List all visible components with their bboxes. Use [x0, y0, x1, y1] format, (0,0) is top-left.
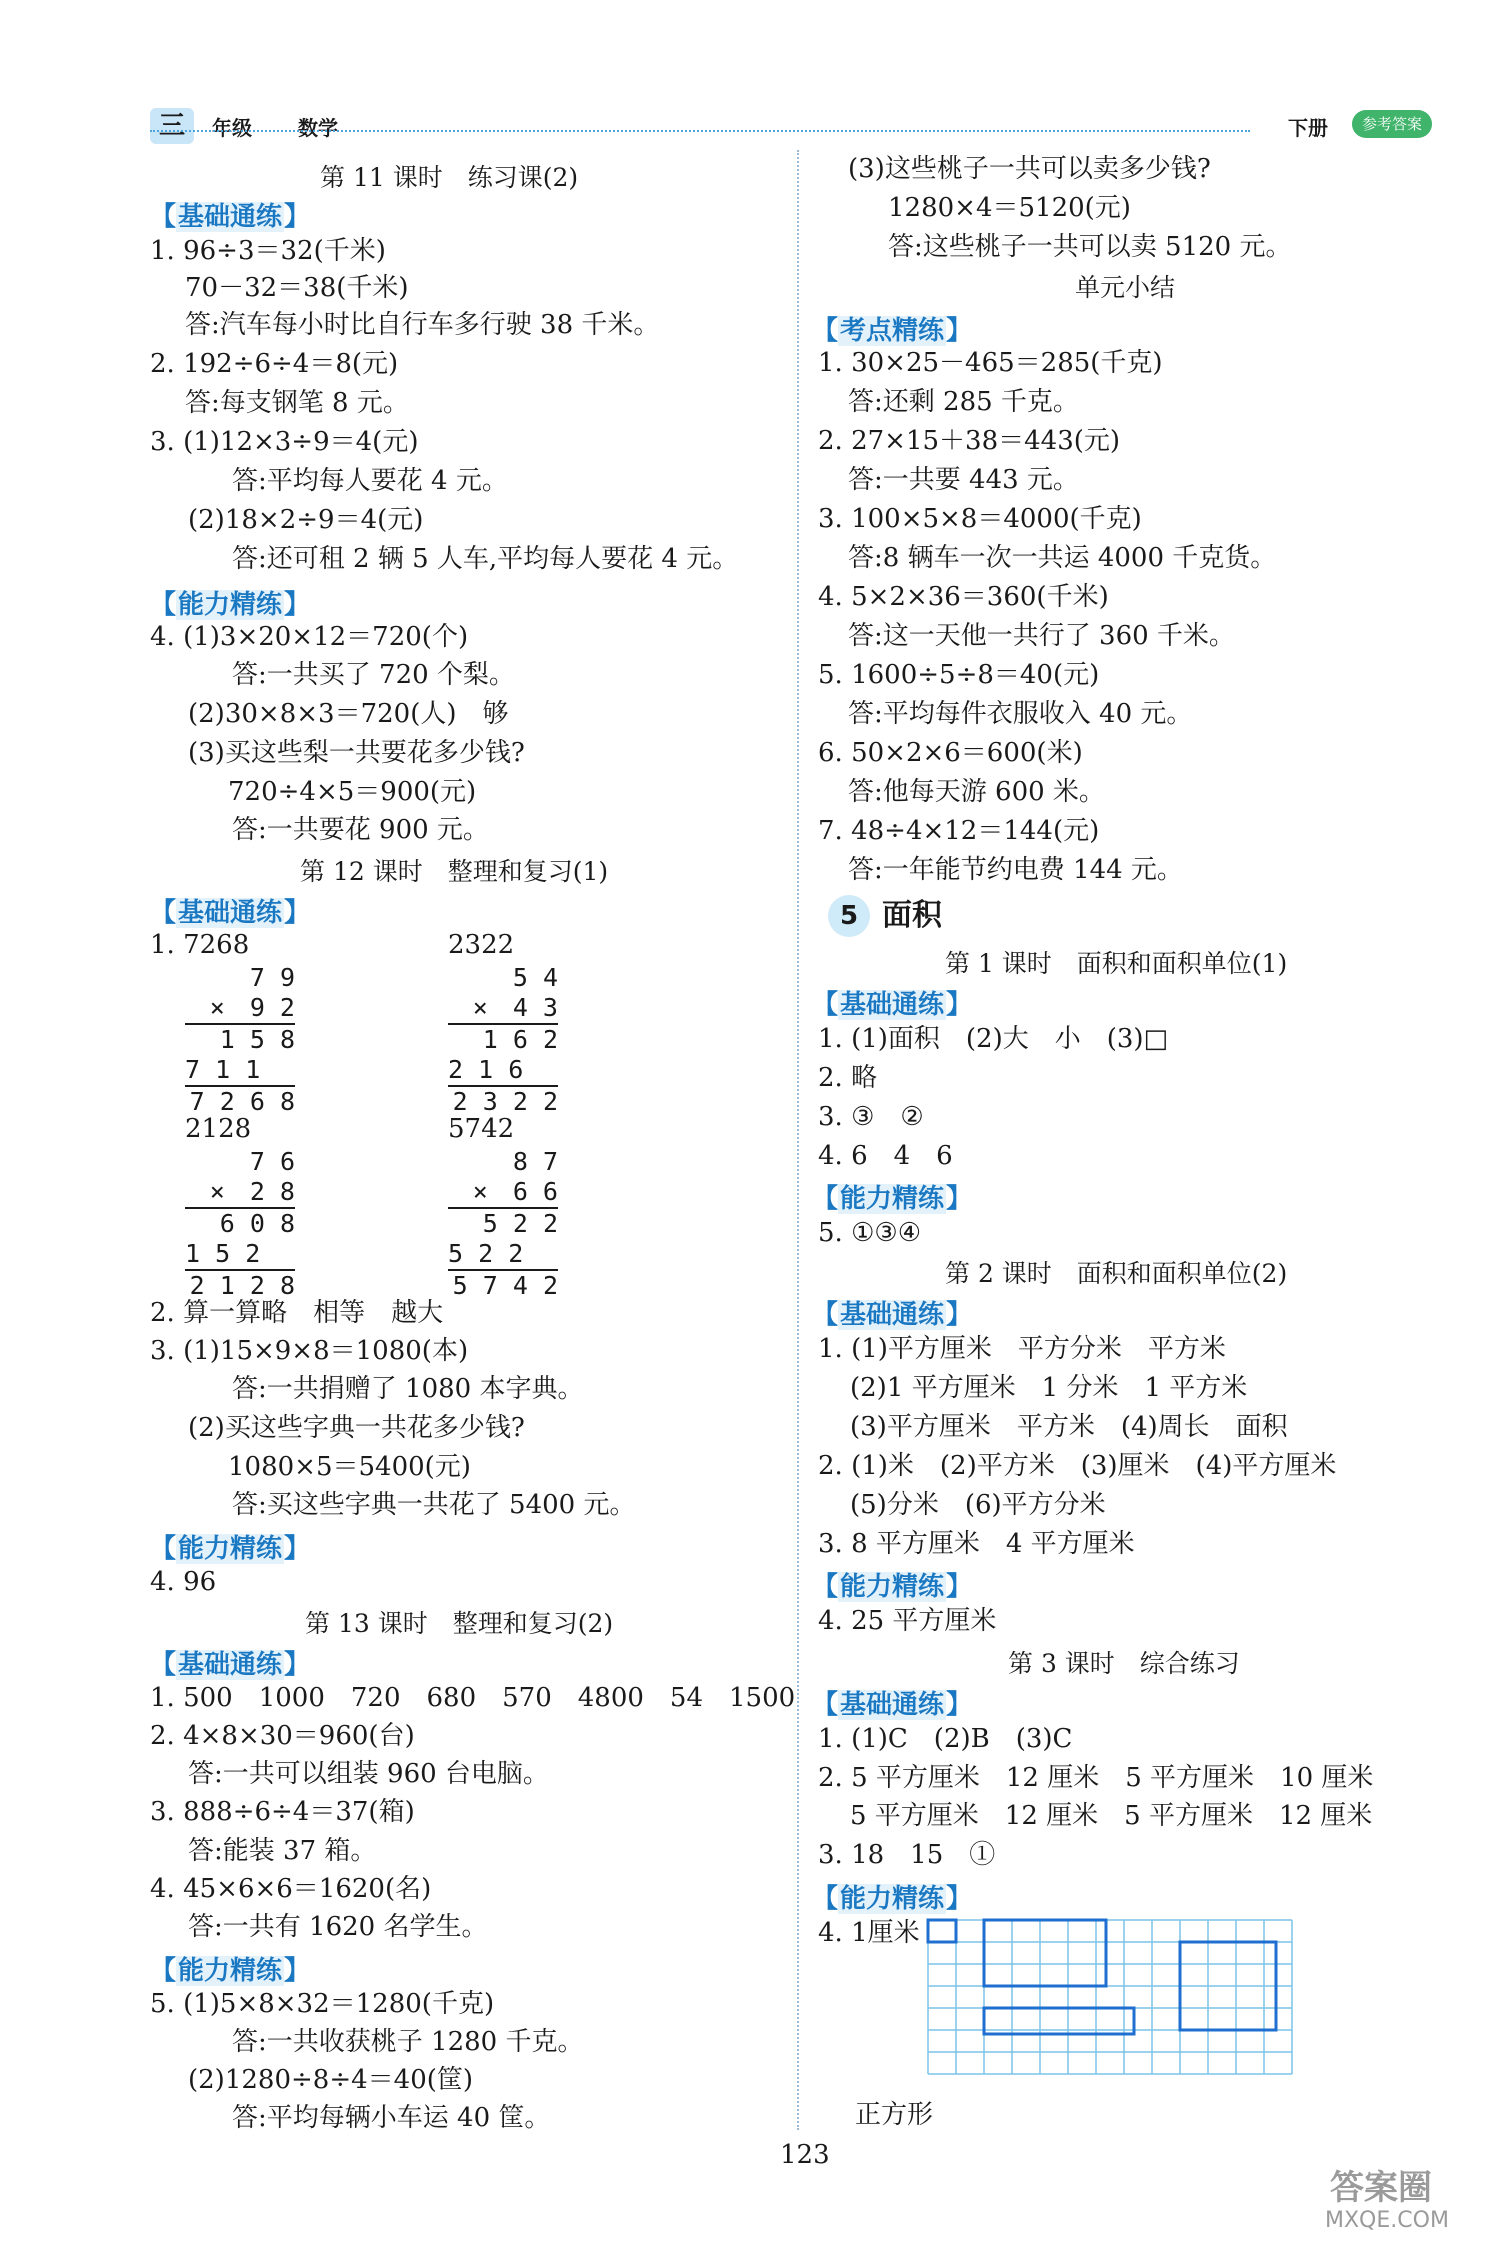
vm-row: × 4 3: [448, 993, 558, 1025]
answer-line: 7. 48÷4×12＝144(元): [818, 816, 1100, 846]
watermark-url: MXQE.COM: [1325, 2208, 1449, 2233]
answer-line: 1080×5＝5400(元): [228, 1452, 471, 1482]
answer-line: 5. (1)5×8×32＝1280(千克): [150, 1989, 495, 2019]
answer-line: (3)这些桃子一共可以卖多少钱?: [848, 154, 1211, 184]
lesson-13-title: 第 13 课时 整理和复习(2): [305, 1609, 614, 1638]
answer-line: 答:一共收获桃子 1280 千克。: [232, 2027, 584, 2057]
answer-line: 答:一共要花 900 元。: [232, 815, 489, 845]
section-ability-l11: 【能力精练】: [150, 590, 311, 620]
vm-row: × 2 8: [185, 1177, 295, 1209]
page-number: 123: [780, 2140, 830, 2170]
grade-label: 年级: [212, 116, 252, 140]
answer-line: 答:还可租 2 辆 5 人车,平均每人要花 4 元。: [232, 544, 739, 574]
answer-line: 答:一共捐赠了 1080 本字典。: [232, 1374, 584, 1404]
answer-line: 2128: [185, 1114, 252, 1144]
answer-line: 答:一共可以组装 960 台电脑。: [188, 1759, 549, 1789]
answer-line: 2. 4×8×30＝960(台): [150, 1721, 415, 1751]
section-ability-u1: 【能力精练】: [812, 1184, 973, 1214]
answer-line: 3. ③ ②: [818, 1102, 924, 1132]
answer-line: 1. (1)平方厘米 平方分米 平方米: [818, 1334, 1226, 1364]
unit-title: 面积: [882, 898, 942, 933]
vm-row: 5 4: [512, 963, 558, 992]
answer-line: 2. (1)米 (2)平方米 (3)厘米 (4)平方厘米: [818, 1451, 1337, 1481]
answer-badge: 参考答案: [1352, 110, 1432, 138]
vm-row: 2 1 2 8: [189, 1271, 295, 1300]
vm-row: 5 7 4 2: [452, 1271, 558, 1300]
answer-line: 5. ①③④: [818, 1218, 921, 1248]
lesson-11-title: 第 11 课时 练习课(2): [320, 163, 579, 192]
answer-line: 答:平均每人要花 4 元。: [232, 466, 508, 496]
answer-line: 1. 500 1000 720 680 570 4800 54 1500: [150, 1683, 796, 1713]
vm-row: 7 6: [249, 1147, 295, 1176]
vm-row: 7 1 1: [185, 1055, 295, 1087]
vertical-multiplication: [448, 1147, 558, 1301]
answer-line: 1280×4＝5120(元): [888, 193, 1131, 223]
answer-line: 答:一年能节约电费 144 元。: [848, 855, 1183, 885]
answer-line: 答:一共有 1620 名学生。: [188, 1912, 488, 1942]
grade-number-badge: 三: [150, 108, 194, 144]
lesson-2-title: 第 2 课时 面积和面积单位(2): [945, 1259, 1288, 1288]
section-ability-u2: 【能力精练】: [812, 1572, 973, 1602]
vm-row: 1 6 2: [482, 1025, 558, 1054]
vm-row: 7 2 6 8: [189, 1087, 295, 1116]
answer-line: 答:他每天游 600 米。: [848, 777, 1105, 807]
vm-row: 2 1 6: [448, 1055, 558, 1087]
answer-line: 答:平均每辆小车运 40 筐。: [232, 2103, 551, 2133]
section-basic-u3: 【基础通练】: [812, 1690, 973, 1720]
lesson-3-title: 第 3 课时 综合练习: [1008, 1649, 1240, 1678]
answer-line: (2)1 平方厘米 1 分米 1 平方米: [850, 1373, 1248, 1403]
answer-line: 3. 8 平方厘米 4 平方厘米: [818, 1529, 1135, 1559]
section-points: 【考点精练】: [812, 316, 973, 346]
watermark: 答案圈: [1330, 2168, 1432, 2208]
answer-line: 1. (1)面积 (2)大 小 (3)□: [818, 1024, 1169, 1054]
vm-row: 1 5 8: [219, 1025, 295, 1054]
answer-line: 答:能装 37 箱。: [188, 1836, 377, 1866]
vertical-multiplication: [448, 963, 558, 1117]
area-grid-drawing: [918, 1916, 1308, 2078]
section-basic-u2: 【基础通练】: [812, 1300, 973, 1330]
answer-line: 答:8 辆车一次一共运 4000 千克货。: [848, 543, 1277, 573]
section-ability-l13: 【能力精练】: [150, 1956, 311, 1986]
answer-line: 6. 50×2×6＝600(米): [818, 738, 1083, 768]
answer-line: 4. 5×2×36＝360(千米): [818, 582, 1109, 612]
answer-line: 3. 888÷6÷4＝37(箱): [150, 1797, 415, 1827]
section-basic-l13: 【基础通练】: [150, 1650, 311, 1680]
vm-row: 7 9: [249, 963, 295, 992]
answer-line: 4. 25 平方厘米: [818, 1606, 997, 1636]
section-ability-u3: 【能力精练】: [812, 1884, 973, 1914]
answer-line: 5 平方厘米 12 厘米 5 平方厘米 12 厘米: [850, 1801, 1373, 1831]
answer-line: 2322: [448, 930, 515, 960]
header-rule: [150, 130, 1250, 132]
answer-line: 5742: [448, 1114, 515, 1144]
answer-line: 答:买这些字典一共花了 5400 元。: [232, 1490, 636, 1520]
answer-line: 答:这些桃子一共可以卖 5120 元。: [888, 232, 1292, 262]
answer-line: (2)1280÷8÷4＝40(筐): [188, 2065, 474, 2095]
answer-line: 2. 27×15＋38＝443(元): [818, 426, 1121, 456]
answer-line: 2. 192÷6÷4＝8(元): [150, 349, 399, 379]
subject-label: 数学: [298, 116, 338, 140]
answer-line: 2. 略: [818, 1063, 878, 1093]
answer-line: 3. 100×5×8＝4000(千克): [818, 504, 1142, 534]
vm-row: 8 7: [512, 1147, 558, 1176]
vertical-multiplication: [185, 1147, 295, 1301]
answer-line: 答:一共买了 720 个梨。: [232, 660, 515, 690]
vm-row: × 9 2: [185, 993, 295, 1025]
answer-line: (5)分米 (6)平方分米: [850, 1490, 1106, 1520]
answer-line: (2)30×8×3＝720(人) 够: [188, 699, 509, 729]
section-ability-l12: 【能力精练】: [150, 1534, 311, 1564]
vm-row: 5 2 2: [482, 1209, 558, 1238]
unit-number-badge: 5: [828, 895, 870, 937]
vm-row: 1 5 2: [185, 1239, 295, 1271]
answer-line: 4. 96: [150, 1567, 217, 1597]
answer-line: 答:每支钢笔 8 元。: [185, 388, 409, 418]
answer-line: 70－32＝38(千米): [185, 273, 409, 303]
rectangle-shape: [984, 1920, 1106, 1986]
answer-line: 正方形: [855, 2100, 934, 2130]
answer-line: 答:汽车每小时比自行车多行驶 38 千米。: [185, 310, 660, 340]
answer-line: (3)平方厘米 平方米 (4)周长 面积: [850, 1412, 1288, 1442]
answer-line: (2)18×2÷9＝4(元): [188, 505, 424, 535]
lesson-1-title: 第 1 课时 面积和面积单位(1): [945, 949, 1288, 978]
answer-line: 3. (1)12×3÷9＝4(元): [150, 427, 419, 457]
volume-label: 下册: [1288, 116, 1328, 140]
answer-line: 1. 30×25－465＝285(千克): [818, 348, 1163, 378]
answer-line: 1. (1)C (2)B (3)C: [818, 1724, 1073, 1754]
column-divider: [797, 150, 799, 2130]
answer-line: 4. (1)3×20×12＝720(个): [150, 622, 469, 652]
vm-row: × 6 6: [448, 1177, 558, 1209]
answer-line: 3. (1)15×9×8＝1080(本): [150, 1336, 469, 1366]
answer-line: 5. 1600÷5÷8＝40(元): [818, 660, 1100, 690]
answer-line: 720÷4×5＝900(元): [228, 777, 477, 807]
vm-row: 5 2 2: [448, 1239, 558, 1271]
section-basic-u1: 【基础通练】: [812, 990, 973, 1020]
answer-line: 3. 18 15 ①: [818, 1840, 996, 1870]
answer-line: (3)买这些梨一共要花多少钱?: [188, 738, 525, 768]
lesson-12-title: 第 12 课时 整理和复习(1): [300, 857, 609, 886]
answer-line: 答:这一天他一共行了 360 千米。: [848, 621, 1235, 651]
unit-summary-title: 单元小结: [1075, 273, 1176, 302]
answer-line: 4. 6 4 6: [818, 1141, 953, 1171]
answer-line: 2. 5 平方厘米 12 厘米 5 平方厘米 10 厘米: [818, 1763, 1374, 1793]
answer-line: 答:一共要 443 元。: [848, 465, 1079, 495]
vm-row: 6 0 8: [219, 1209, 295, 1238]
answer-line: 1. 96÷3＝32(千米): [150, 236, 386, 266]
vm-row: 2 3 2 2: [452, 1087, 558, 1116]
vertical-multiplication: [185, 963, 295, 1117]
answer-line: 4. 45×6×6＝1620(名): [150, 1874, 432, 1904]
answer-line: 2. 算一算略 相等 越大: [150, 1298, 444, 1328]
answer-line: (2)买这些字典一共花多少钱?: [188, 1413, 525, 1443]
answer-line: 答:还剩 285 千克。: [848, 387, 1079, 417]
answer-line: 答:平均每件衣服收入 40 元。: [848, 699, 1193, 729]
section-basic-l12: 【基础通练】: [150, 898, 311, 928]
answer-line: 4. 1厘米: [818, 1918, 920, 1948]
section-basic-l11: 【基础通练】: [150, 202, 311, 232]
answer-line: 1. 7268: [150, 930, 250, 960]
